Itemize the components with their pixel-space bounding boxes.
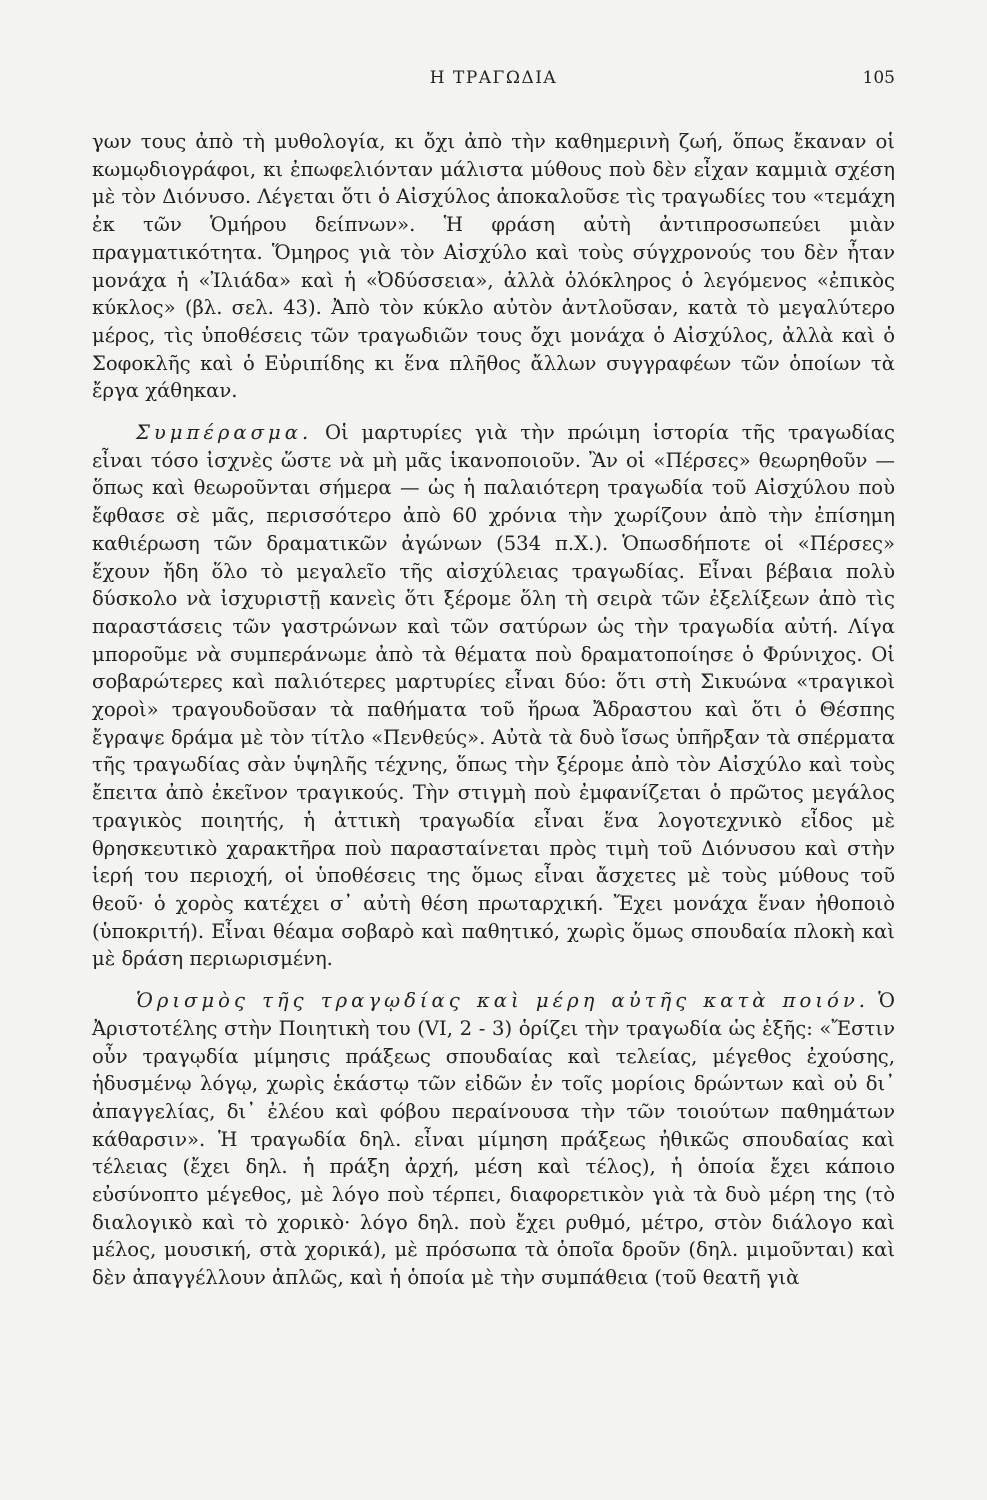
paragraph-1-text: γων τους ἀπὸ τὴ μυθολογία, κι ὄχι ἀπὸ τὴν καθημερινὴ ζωή, ὅπως ἔκαναν οἱ κωμῳδιογράφοι, κι ἐπωφελιόνταν μάλιστα μύθους ποὺ δὲν εἶχαν καμμιὰ σχέση μὲ τὸν Διόνυσο. Λέγεται ὅτι ὁ Αἰσχύλος ἀποκαλοῦσε τὶς τραγωδίες του «τεμάχη ἐκ τῶν Ὁμήρου δείπνων». Ἡ φράση αὐτὴ ἀντιπροσωπεύει μιὰν πραγματικότητα. Ὅμηρος γιὰ τὸν Αἰσχύλο καὶ τοὺς σύγχρονούς του δὲν ἦταν μονάχα ἡ «Ἰλιάδα» καὶ ἡ «Ὀδύσσεια», ἀλλὰ ὁλόκληρος ὁ λεγόμενος «ἐπικὸς κύκλος» (βλ. σελ. 43). Ἀπὸ τὸν κύκλο αὐτὸν ἀντλοῦσαν, κατὰ τὸ μεγαλύτερο μέρος, τὶς ὑποθέσεις τῶν τραγωδιῶν τους ὄχι μονάχα ὁ Αἰσχύλος, ἀλλὰ καὶ ὁ Σοφοκλῆς καὶ ὁ Εὐριπίδης κι ἕνα πλῆθος ἄλλων συγγραφέων τῶν ὁποίων τὰ ἔργα χάθηκαν.: [92, 130, 895, 403]
paragraph-2-text: Οἱ μαρτυρίες γιὰ τὴν πρώιμη ἱστορία τῆς τραγωδίας εἶναι τόσο ἰσχνὲς ὥστε νὰ μὴ μᾶς ἱκανοποιοῦν. Ἂν οἱ «Πέρσες» θεωρηθοῦν — ὅπως καὶ θεωροῦνται σήμερα — ὡς ἡ παλαιότερη τραγωδία τοῦ Αἰσχύλου ποὺ ἔφθασε σὲ μᾶς, περισσότερο ἀπὸ 60 χρόνια τὴν χωρίζουν ἀπὸ τὴν ἐπίσημη καθιέρωση τῶν δραματικῶν ἀγώνων (534 π.Χ.). Ὁπωσδήποτε οἱ «Πέρσες» ἔχουν ἤδη ὅλο τὸ μεγαλεῖο τῆς αἰσχύλειας τραγωδίας. Εἶναι βέβαια πολὺ δύσκολο νὰ ἰσχυριστῇ κανεὶς ὅτι ξέρομε ὅλη τὴ σειρὰ τῶν ἐξελίξεων ἀπὸ τὶς παραστάσεις τῶν γαστρώνων καὶ τῶν σατύρων ὡς τὴν τραγωδία αὐτή. Λίγα μποροῦμε νὰ συμπεράνωμε ἀπὸ τὰ θέματα ποὺ δραματοποίησε ὁ Φρύνιχος. Οἱ σοβαρώτερες καὶ παλιότερες μαρτυρίες εἶναι δύο: ὅτι στὴ Σικυώνα «τραγικοὶ χοροὶ» τραγουδοῦσαν τὰ παθήματα τοῦ ἥρωα Ἄδραστου καὶ ὅτι ὁ Θέσπης ἔγραψε δράμα μὲ τὸν τίτλο «Πενθεύς». Αὐτὰ τὰ δυὸ ἴσως ὑπῆρξαν τὰ σπέρματα τῆς τραγωδίας σὰν ὑψηλῆς τέχνης, ὅπως τὴν ξέρομε ἀπὸ τὸν Αἰσχύλο καὶ τοὺς ἔπειτα ἀπὸ ἐκεῖνον τραγικούς. Τὴν στιγμὴ ποὺ ἐμφανίζεται ὁ πρῶτος μεγάλος τραγικὸς ποιητής, ἡ ἀττικὴ τραγωδία εἶναι ἕνα λογοτεχνικὸ εἶδος μὲ θρησκευτικὸ χαρακτῆρα ποὺ παρασταίνεται πρὸς τιμὴ τοῦ Διόνυσου καὶ στὴν ἱερή του περιοχή, οἱ ὑποθέσεις της ὅμως εἶναι ἄσχετες μὲ τοὺς μύθους τοῦ θεοῦ· ὁ χορὸς κατέχει σ᾿ αὐτὴ θέση πρωταρχική. Ἔχει μονάχα ἕναν ἠθοποιὸ (ὑποκριτή). Εἶναι θέαμα σοβαρὸ καὶ παθητικό, χωρὶς ὅμως σπουδαία πλοκὴ καὶ μὲ δράση περιωρισμένη.: [92, 421, 895, 971]
paragraph-1: [92, 128, 895, 405]
body-text: [92, 128, 895, 1292]
paragraph-2: [92, 419, 895, 973]
page-header: [92, 68, 895, 98]
page-number: 105: [862, 68, 895, 88]
section-heading-symperasma: Συμπέρασμα.: [136, 421, 313, 445]
paragraph-3: [92, 987, 895, 1292]
paragraph-3-text: Ὁ Ἀριστοτέλης στὴν Ποιητικὴ του (VI, 2 - 3) ὁρίζει τὴν τραγωδία ὡς ἑξῆς: «Ἔστιν οὖν τραγῳδία μίμησις πράξεως σπουδαίας καὶ τελείας, μέγεθος ἐχούσης, ἡδυσμένῳ λόγῳ, χωρὶς ἑκάστῳ τῶν εἰδῶν ἐν τοῖς μορίοις δρώντων καὶ οὐ δι᾿ ἀπαγγελίας, δι᾿ ἐλέου καὶ φόβου περαίνουσα τὴν τῶν τοιούτων παθημάτων κάθαρσιν». Ἡ τραγωδία δηλ. εἶναι μίμηση πράξεως ἠθικῶς σπουδαίας καὶ τέλειας (ἔχει δηλ. ἡ πράξη ἀρχή, μέση καὶ τέλος), ἡ ὁποία ἔχει κάποιο εὐσύνοπτο μέγεθος, μὲ λόγο ποὺ τέρπει, διαφορετικὸν γιὰ τὰ δυὸ μέρη της (τὸ διαλογικὸ καὶ τὸ χορικὸ· λόγο δηλ. ποὺ ἔχει ρυθμό, μέτρο, στὸν διάλογο καὶ μέλος, μουσική, στὰ χορικά), μὲ πρόσωπα τὰ ὁποῖα δροῦν (δηλ. μιμοῦνται) καὶ δὲν ἀπαγγέλλουν ἁπλῶς, καὶ ἡ ὁποία μὲ τὴν συμπάθεια (τοῦ θεατῆ γιὰ: [92, 989, 895, 1290]
section-heading-orismos: Ὁρισμὸς τῆς τραγῳδίας καὶ μέρη αὐτῆς κατὰ ποιόν.: [136, 989, 869, 1013]
running-title: Η ΤΡΑΓΩΔΙΑ: [429, 68, 558, 88]
